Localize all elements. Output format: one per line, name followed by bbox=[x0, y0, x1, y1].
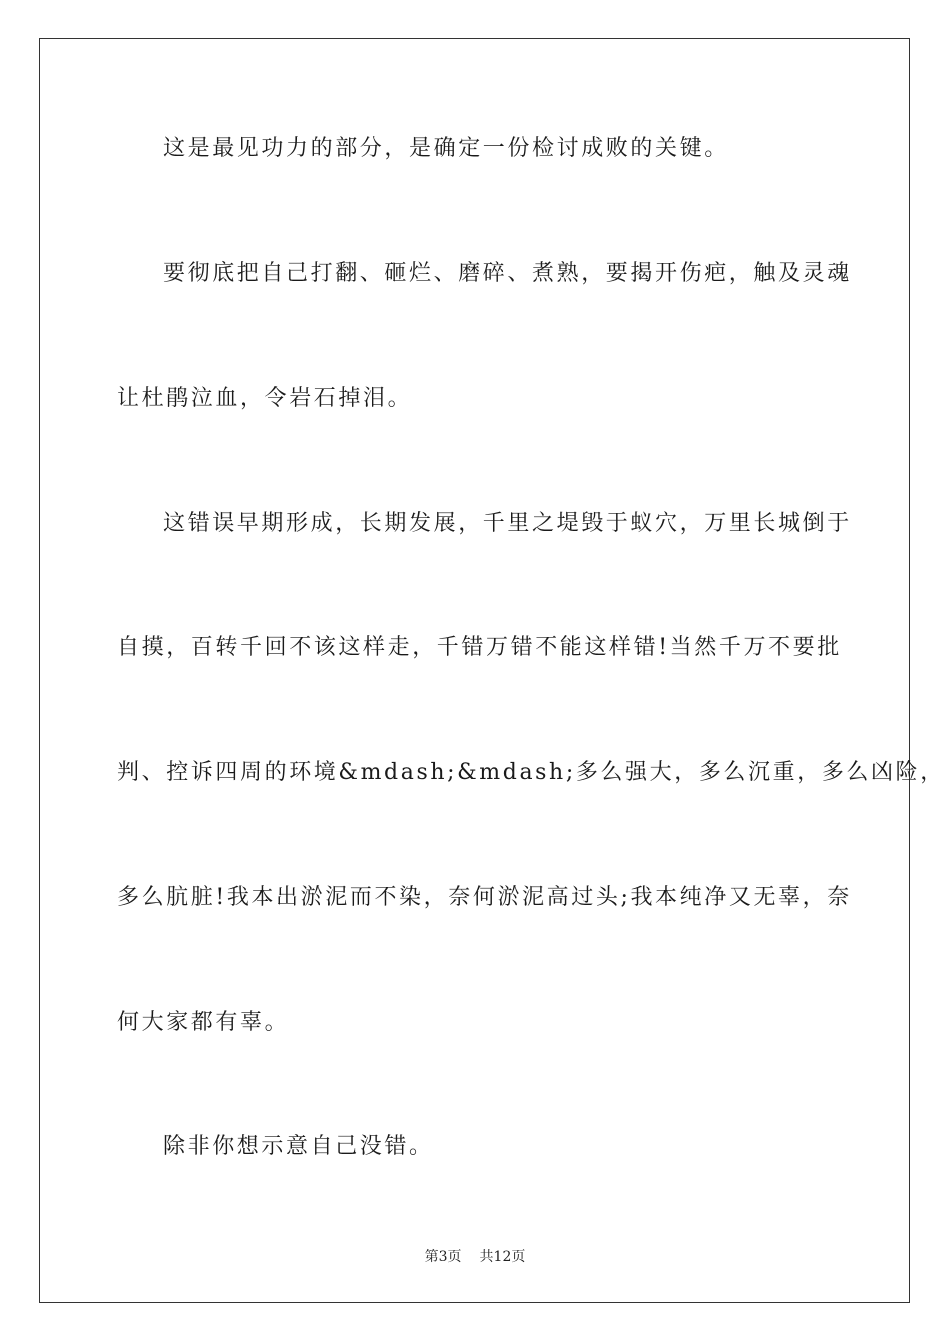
paragraph-line: 要彻底把自己打翻、砸烂、磨碎、煮熟，要揭开伤疤，触及灵魂 bbox=[163, 261, 852, 286]
page-number: 第3页 bbox=[424, 1249, 462, 1265]
page-total: 共12页 bbox=[479, 1249, 526, 1265]
page-frame bbox=[39, 38, 945, 1303]
paragraph-line: 让杜鹃泣血，令岩石掉泪。 bbox=[117, 386, 413, 411]
paragraph-line: 何大家都有辜。 bbox=[117, 1010, 290, 1035]
paragraph-line: 除非你想示意自己没错。 bbox=[163, 1134, 434, 1159]
paragraph-line: 这是最见功力的部分，是确定一份检讨成败的关键。 bbox=[163, 136, 729, 161]
paragraph-line: 自摸，百转千回不该这样走，千错万错不能这样错!当然千万不要批 bbox=[117, 635, 842, 660]
paragraph-line: 多么肮脏!我本出淤泥而不染，奈何淤泥高过头;我本纯净又无辜，奈 bbox=[117, 885, 852, 910]
page-footer bbox=[0, 1248, 950, 1266]
paragraph-line: 这错误早期形成，长期发展，千里之堤毁于蚁穴，万里长城倒于 bbox=[163, 511, 852, 536]
paragraph-line: 判、控诉四周的环境&mdash;&mdash;多么强大，多么沉重，多么凶险， bbox=[117, 760, 945, 785]
